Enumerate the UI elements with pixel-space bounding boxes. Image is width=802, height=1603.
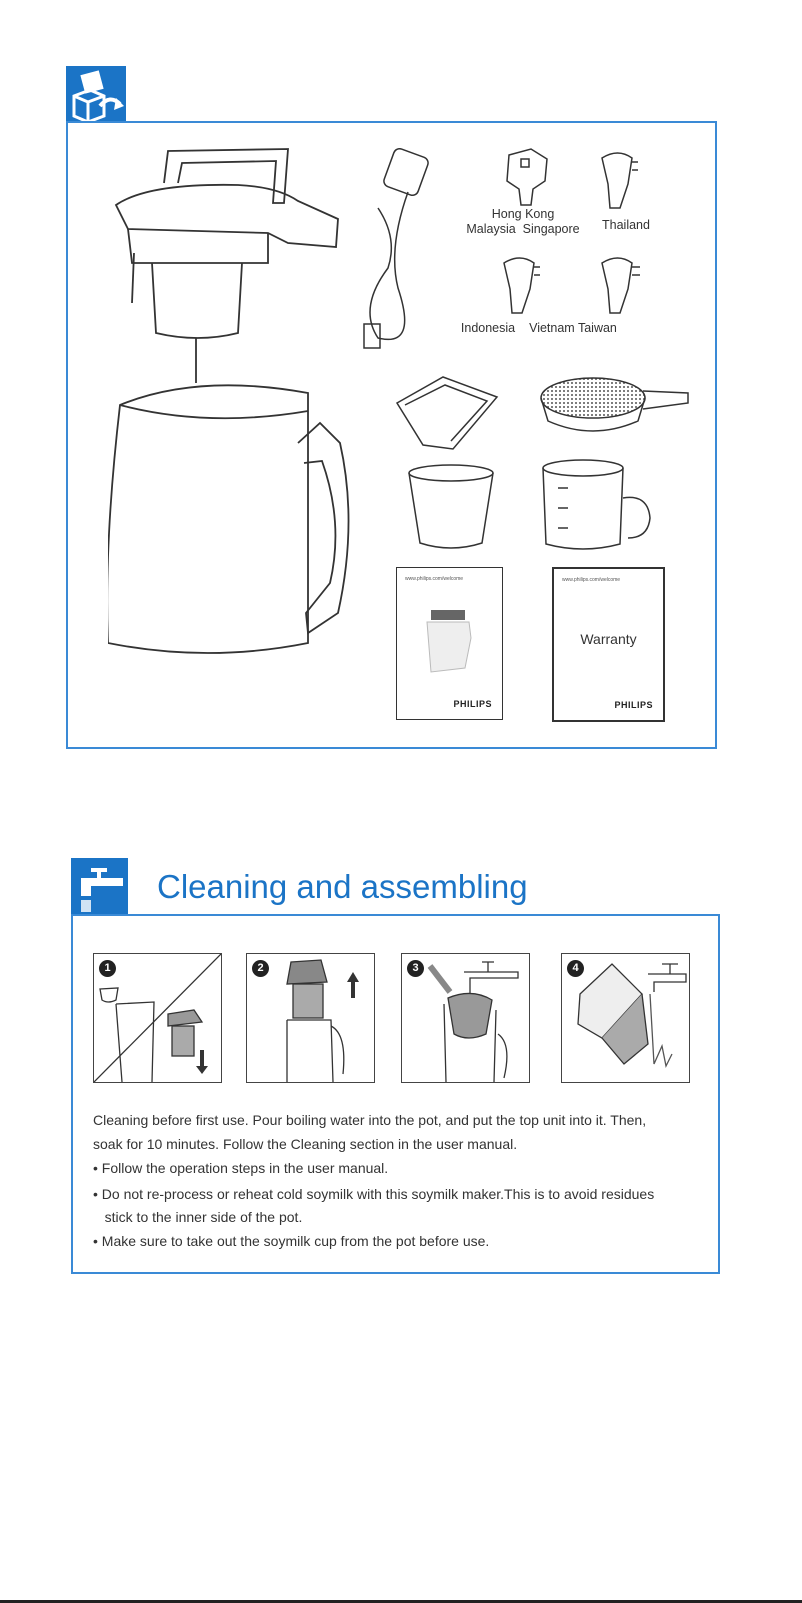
label-indonesia: Indonesia	[460, 321, 516, 335]
box-unpack-icon	[66, 66, 126, 123]
soymilk-maker-illustration	[108, 143, 368, 683]
step-2-illustration	[246, 953, 375, 1083]
water-tap-icon	[71, 858, 128, 916]
label-malaysia-singapore: Malaysia Singapore	[466, 222, 580, 236]
philips-logo: PHILIPS	[453, 699, 492, 709]
package-contents-box	[66, 121, 717, 749]
intro-text-line-2: soak for 10 minutes. Follow the Cleaning section in the user manual.	[93, 1136, 518, 1152]
thailand-plug-icon	[598, 148, 638, 210]
step-4-illustration	[561, 953, 690, 1083]
warranty-booklet	[552, 567, 665, 722]
step-1-illustration	[93, 953, 222, 1083]
philips-logo: PHILIPS	[614, 700, 653, 710]
indonesia-plug-icon	[500, 253, 540, 315]
label-hong-kong: Hong Kong	[491, 207, 555, 221]
step-number: 2	[252, 960, 269, 977]
step-number: 4	[567, 960, 584, 977]
vietnam-taiwan-plug-icon	[598, 253, 643, 315]
intro-text-line-1: Cleaning before first use. Pour boiling water into the pot, and put the top unit into it. Then,	[93, 1112, 647, 1128]
warranty-title: Warranty	[580, 631, 637, 647]
step-3-illustration	[401, 953, 530, 1083]
user-manual-url: www.philips.com/welcome	[405, 576, 464, 582]
soymilk-cup-illustration	[406, 463, 496, 553]
bullet-remove-cup: • Make sure to take out the soymilk cup from the pot before use.	[93, 1233, 490, 1249]
warranty-url: www.philips.com/welcome	[562, 577, 621, 583]
step-number: 3	[407, 960, 424, 977]
uk-plug-icon	[503, 145, 553, 207]
power-cord-illustration	[358, 148, 448, 358]
bullet-reprocess-warning-cont: stick to the inner side of the pot.	[93, 1209, 303, 1225]
section-title: Cleaning and assembling	[157, 868, 528, 905]
step-number: 1	[99, 960, 116, 977]
sieve-illustration	[538, 373, 698, 438]
user-manual-booklet	[396, 567, 503, 720]
bullet-reprocess-warning: • Do not re-process or reheat cold soymilk with this soymilk maker.This is to avoid residues	[93, 1186, 655, 1202]
filter-bag-illustration	[393, 373, 503, 453]
measuring-cup-illustration	[538, 458, 663, 558]
bullet-operation-steps: • Follow the operation steps in the user manual.	[93, 1160, 389, 1176]
label-thailand: Thailand	[602, 218, 650, 232]
product-photo	[419, 608, 479, 678]
label-vietnam-taiwan: Vietnam Taiwan	[529, 321, 617, 335]
